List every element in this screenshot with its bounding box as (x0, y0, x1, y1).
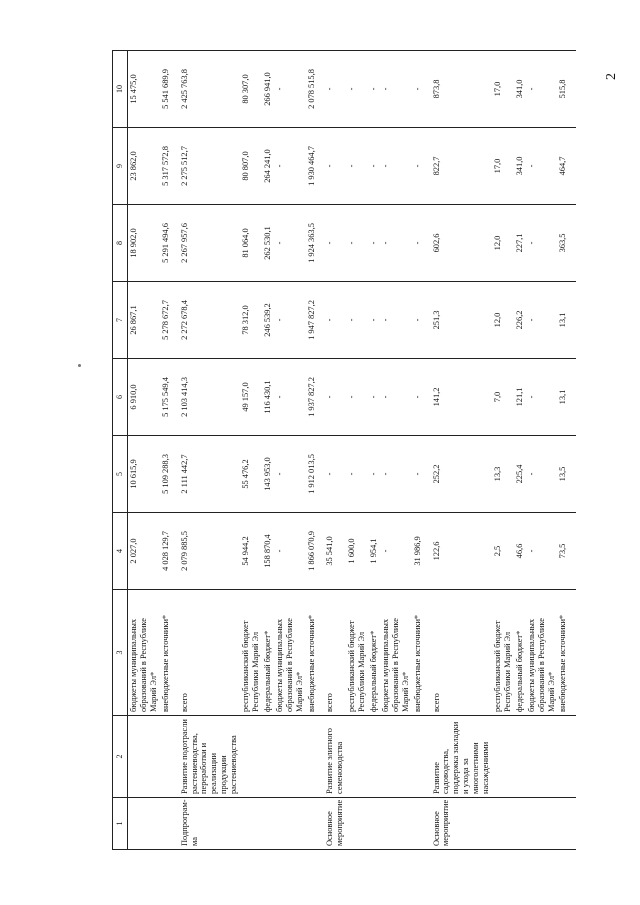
value-cell: 226,2 (514, 282, 526, 359)
scan-speck (78, 364, 81, 367)
program-level-cell (346, 798, 368, 850)
value-cell: 1 924 363,5 (306, 205, 318, 282)
value-cell: - (526, 436, 558, 513)
value-cell: - (412, 436, 424, 513)
value-cell: 80 307,0 (240, 51, 262, 128)
value-cell: 225,4 (514, 436, 526, 513)
value-cell: 13,1 (557, 359, 569, 436)
value-cell: - (274, 282, 306, 359)
activity-name-cell (557, 716, 569, 798)
table-row (412, 51, 424, 850)
table-row (179, 51, 240, 850)
program-level-cell (128, 798, 160, 850)
column-header: 3 (113, 590, 128, 716)
column-header: 9 (113, 128, 128, 205)
program-level-cell (262, 798, 274, 850)
value-cell: - (346, 436, 368, 513)
funding-source-cell: республиканский бюджет Республики Марий Эл (492, 590, 514, 716)
funding-source-cell: бюджеты муниципальных образований в Республике Марий Эл* (526, 590, 558, 716)
value-cell: - (412, 359, 424, 436)
value-cell: 81 064,0 (240, 205, 262, 282)
value-cell: 1 947 827,2 (306, 282, 318, 359)
value-cell: 266 941,0 (262, 51, 274, 128)
value-cell: 17,0 (492, 128, 514, 205)
value-cell: 2 027,0 (128, 513, 160, 590)
value-cell: 10 615,9 (128, 436, 160, 513)
value-cell: 2,5 (492, 513, 514, 590)
empty-cell (569, 51, 576, 128)
empty-cell (569, 128, 576, 205)
row-gap (424, 51, 431, 850)
value-cell: 17,0 (492, 51, 514, 128)
value-cell: - (368, 128, 380, 205)
empty-cell (424, 51, 431, 128)
row-gap (569, 51, 576, 850)
table-row (557, 51, 569, 850)
value-cell: 13,3 (492, 436, 514, 513)
value-cell: 5 278 672,7 (160, 282, 172, 359)
value-cell: 12,0 (492, 205, 514, 282)
value-cell: 31 986,9 (412, 513, 424, 590)
value-cell: 12,0 (492, 282, 514, 359)
value-cell: 2 275 512,7 (179, 128, 240, 205)
table-row (160, 51, 172, 850)
program-level-cell (492, 798, 514, 850)
rotated-page-content (112, 50, 608, 850)
value-cell: 5 109 288,3 (160, 436, 172, 513)
value-cell: 80 807,0 (240, 128, 262, 205)
value-cell: 262 530,1 (262, 205, 274, 282)
value-cell: 116 430,1 (262, 359, 274, 436)
value-cell: 5 541 689,9 (160, 51, 172, 128)
value-cell: - (368, 359, 380, 436)
funding-source-cell: федеральный бюджет* (514, 590, 526, 716)
table-row (431, 51, 492, 850)
value-cell: - (324, 51, 346, 128)
program-level-cell (412, 798, 424, 850)
empty-cell (424, 436, 431, 513)
table-row (262, 51, 274, 850)
value-cell: - (346, 51, 368, 128)
value-cell: - (412, 282, 424, 359)
column-header: 6 (113, 359, 128, 436)
value-cell: 23 862,0 (128, 128, 160, 205)
value-cell: - (324, 436, 346, 513)
column-header: 8 (113, 205, 128, 282)
value-cell: 341,0 (514, 128, 526, 205)
funding-source-cell: бюджеты муниципальных образований в Республике Марий Эл* (274, 590, 306, 716)
page-number: 2 (604, 73, 619, 80)
value-cell: 15 475,0 (128, 51, 160, 128)
program-level-cell: Основное мероприятие (431, 798, 492, 850)
empty-cell (172, 51, 179, 128)
value-cell: 122,6 (431, 513, 492, 590)
value-cell: 2 079 885,5 (179, 513, 240, 590)
value-cell: - (368, 51, 380, 128)
activity-name-cell (274, 716, 306, 798)
activity-name-cell: Развитие садоводства, поддержка закладки и ухода за многолетними насаждениями (431, 716, 492, 798)
empty-cell (569, 282, 576, 359)
column-header: 7 (113, 282, 128, 359)
value-cell: - (274, 436, 306, 513)
funding-source-cell: республиканский бюджет Республики Марий Эл (346, 590, 368, 716)
empty-cell (317, 590, 324, 716)
activity-name-cell: Развитие элитного семеноводства (324, 716, 346, 798)
value-cell: 26 867,1 (128, 282, 160, 359)
value-cell: - (346, 282, 368, 359)
table-row (324, 51, 346, 850)
empty-cell (424, 205, 431, 282)
activity-name-cell (240, 716, 262, 798)
value-cell: 5 317 572,8 (160, 128, 172, 205)
empty-cell (172, 513, 179, 590)
value-cell: - (380, 513, 412, 590)
table-row (514, 51, 526, 850)
program-level-cell (368, 798, 380, 850)
value-cell: 55 476,2 (240, 436, 262, 513)
program-level-cell (380, 798, 412, 850)
value-cell: 1 930 464,7 (306, 128, 318, 205)
activity-name-cell (128, 716, 160, 798)
value-cell: - (274, 513, 306, 590)
empty-cell (317, 798, 324, 850)
value-cell: - (274, 128, 306, 205)
value-cell: - (346, 128, 368, 205)
value-cell: 1 866 070,9 (306, 513, 318, 590)
value-cell: 1 600,0 (346, 513, 368, 590)
funding-source-cell: республиканский бюджет Республики Марий Эл (240, 590, 262, 716)
value-cell: 13,5 (557, 436, 569, 513)
table-row (306, 51, 318, 850)
empty-cell (172, 436, 179, 513)
empty-cell (172, 590, 179, 716)
value-cell: 7,0 (492, 359, 514, 436)
activity-name-cell (514, 716, 526, 798)
column-header: 4 (113, 513, 128, 590)
funding-source-cell: внебюджетные источники* (557, 590, 569, 716)
empty-cell (317, 282, 324, 359)
value-cell: 515,8 (557, 51, 569, 128)
value-cell: 18 902,0 (128, 205, 160, 282)
program-level-cell (557, 798, 569, 850)
row-gap (172, 51, 179, 850)
funding-source-cell: всего (431, 590, 492, 716)
value-cell: 158 870,4 (262, 513, 274, 590)
value-cell: - (412, 205, 424, 282)
column-header: 2 (113, 716, 128, 798)
value-cell: - (368, 282, 380, 359)
value-cell: 78 312,0 (240, 282, 262, 359)
table-body (128, 51, 577, 850)
activity-name-cell (412, 716, 424, 798)
value-cell: - (274, 359, 306, 436)
value-cell: 73,5 (557, 513, 569, 590)
table-row (380, 51, 412, 850)
value-cell: - (324, 205, 346, 282)
table-row (128, 51, 160, 850)
empty-cell (424, 590, 431, 716)
value-cell: 822,7 (431, 128, 492, 205)
empty-cell (569, 359, 576, 436)
value-cell: - (526, 205, 558, 282)
empty-cell (317, 128, 324, 205)
value-cell: 2 111 442,7 (179, 436, 240, 513)
value-cell: - (380, 282, 412, 359)
value-cell: 6 910,0 (128, 359, 160, 436)
empty-cell (569, 590, 576, 716)
activity-name-cell (380, 716, 412, 798)
empty-cell (569, 513, 576, 590)
activity-name-cell (160, 716, 172, 798)
value-cell: 873,8 (431, 51, 492, 128)
value-cell: - (412, 128, 424, 205)
program-level-cell (526, 798, 558, 850)
value-cell: - (526, 359, 558, 436)
value-cell: 464,7 (557, 128, 569, 205)
value-cell: 602,6 (431, 205, 492, 282)
value-cell: - (324, 359, 346, 436)
program-level-cell: Подпрограм-ма (179, 798, 240, 850)
value-cell: 246 539,2 (262, 282, 274, 359)
value-cell: 1 954,1 (368, 513, 380, 590)
column-header: 5 (113, 436, 128, 513)
funding-source-cell: бюджеты муниципальных образований в Республике Марий Эл* (380, 590, 412, 716)
value-cell: 363,5 (557, 205, 569, 282)
value-cell: - (526, 128, 558, 205)
empty-cell (172, 282, 179, 359)
funding-source-cell: внебюджетные источники* (306, 590, 318, 716)
value-cell: 121,1 (514, 359, 526, 436)
funding-source-cell: бюджеты муниципальных образований в Республике Марий Эл* (128, 590, 160, 716)
value-cell: 1 937 827,2 (306, 359, 318, 436)
value-cell: 143 953,0 (262, 436, 274, 513)
empty-cell (424, 359, 431, 436)
table-row (274, 51, 306, 850)
program-level-cell (274, 798, 306, 850)
activity-name-cell: Развитие подотрасли растениеводства, переработки и реализации продукции растениеводства (179, 716, 240, 798)
value-cell: - (380, 359, 412, 436)
table-row (526, 51, 558, 850)
empty-cell (424, 716, 431, 798)
empty-cell (569, 798, 576, 850)
empty-cell (317, 51, 324, 128)
row-gap (317, 51, 324, 850)
column-number-row (113, 51, 128, 850)
value-cell: 49 157,0 (240, 359, 262, 436)
empty-cell (172, 798, 179, 850)
value-cell: - (324, 282, 346, 359)
empty-cell (569, 205, 576, 282)
value-cell: 141,2 (431, 359, 492, 436)
value-cell: - (380, 436, 412, 513)
value-cell: - (380, 205, 412, 282)
value-cell: - (526, 513, 558, 590)
value-cell: - (412, 51, 424, 128)
value-cell: - (324, 128, 346, 205)
activity-name-cell (262, 716, 274, 798)
funding-source-cell: всего (179, 590, 240, 716)
program-level-cell: Основное мероприятие (324, 798, 346, 850)
empty-cell (424, 513, 431, 590)
funding-source-cell: всего (324, 590, 346, 716)
value-cell: 5 291 494,6 (160, 205, 172, 282)
program-level-cell (240, 798, 262, 850)
value-cell: 46,6 (514, 513, 526, 590)
value-cell: 5 175 549,4 (160, 359, 172, 436)
empty-cell (317, 716, 324, 798)
value-cell: 227,1 (514, 205, 526, 282)
empty-cell (317, 359, 324, 436)
empty-cell (317, 513, 324, 590)
activity-name-cell (346, 716, 368, 798)
funding-source-cell: федеральный бюджет* (262, 590, 274, 716)
table-row (346, 51, 368, 850)
value-cell: 2 103 414,3 (179, 359, 240, 436)
value-cell: 35 541,0 (324, 513, 346, 590)
value-cell: 2 425 763,8 (179, 51, 240, 128)
funding-source-cell: федеральный бюджет* (368, 590, 380, 716)
table-row (240, 51, 262, 850)
value-cell: - (346, 205, 368, 282)
value-cell: - (526, 282, 558, 359)
value-cell: - (274, 205, 306, 282)
value-cell: - (368, 436, 380, 513)
empty-cell (424, 798, 431, 850)
table-row (368, 51, 380, 850)
value-cell: 54 944,2 (240, 513, 262, 590)
column-header: 10 (113, 51, 128, 128)
empty-cell (317, 205, 324, 282)
value-cell: - (346, 359, 368, 436)
value-cell: 13,1 (557, 282, 569, 359)
value-cell: - (274, 51, 306, 128)
table-row (492, 51, 514, 850)
empty-cell (424, 282, 431, 359)
empty-cell (172, 716, 179, 798)
value-cell: - (526, 51, 558, 128)
value-cell: 4 028 129,7 (160, 513, 172, 590)
empty-cell (424, 128, 431, 205)
funding-source-cell: внебюджетные источники* (160, 590, 172, 716)
empty-cell (569, 436, 576, 513)
empty-cell (317, 436, 324, 513)
value-cell: 251,3 (431, 282, 492, 359)
value-cell: - (380, 128, 412, 205)
funding-table (112, 50, 576, 850)
activity-name-cell (492, 716, 514, 798)
program-level-cell (514, 798, 526, 850)
value-cell: 341,0 (514, 51, 526, 128)
value-cell: 2 267 957,6 (179, 205, 240, 282)
value-cell: - (368, 205, 380, 282)
program-level-cell (306, 798, 318, 850)
empty-cell (172, 205, 179, 282)
empty-cell (172, 359, 179, 436)
activity-name-cell (368, 716, 380, 798)
empty-cell (569, 716, 576, 798)
program-level-cell (160, 798, 172, 850)
value-cell: 2 078 515,8 (306, 51, 318, 128)
value-cell: 252,2 (431, 436, 492, 513)
activity-name-cell (526, 716, 558, 798)
value-cell: 1 912 013,5 (306, 436, 318, 513)
activity-name-cell (306, 716, 318, 798)
value-cell: - (380, 51, 412, 128)
value-cell: 264 241,0 (262, 128, 274, 205)
funding-source-cell: внебюджетные источники* (412, 590, 424, 716)
value-cell: 2 272 678,4 (179, 282, 240, 359)
empty-cell (172, 128, 179, 205)
column-header: 1 (113, 798, 128, 850)
